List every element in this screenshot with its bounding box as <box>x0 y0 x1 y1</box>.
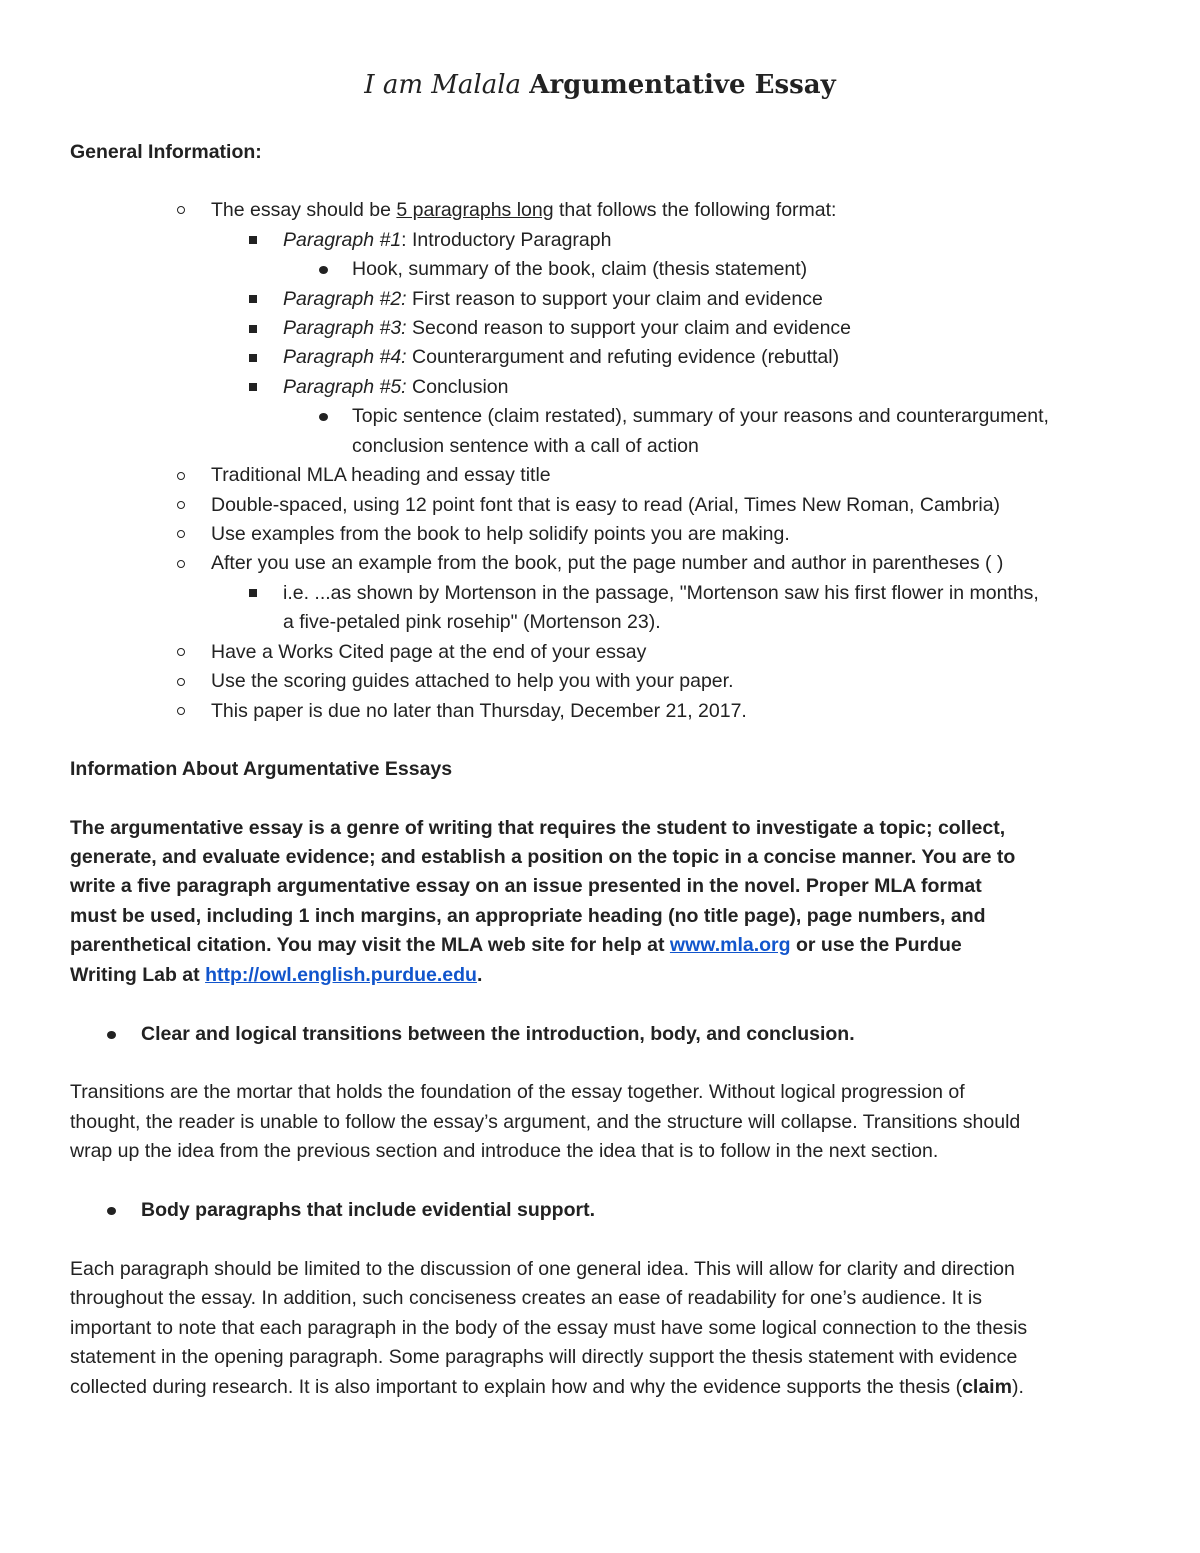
square-bullet-icon <box>249 236 257 244</box>
mla-link[interactable]: www.mla.org <box>669 934 791 956</box>
about-intro-line: The argumentative essay is a genre of writing that requires the student to investigate a topic; collect, <box>70 817 1006 839</box>
scoring-item: Use the scoring guides attached to help you with your paper. <box>211 670 734 692</box>
circle-bullet-icon <box>177 678 185 686</box>
mla-heading-item: Traditional MLA heading and essay title <box>211 464 551 486</box>
body-line: important to note that each paragraph in the body of the essay must have some logical connection to the thesis <box>70 1317 1028 1339</box>
paragraph-3-item: Paragraph #3: Second reason to support your claim and evidence <box>283 317 852 339</box>
circle-bullet-icon <box>177 560 185 568</box>
body-line: collected during research. It is also important to explain how and why the evidence supports the thesis (claim). <box>70 1376 1024 1398</box>
page-title <box>0 70 1200 100</box>
square-bullet-icon <box>249 325 257 333</box>
circle-bullet-icon <box>177 707 185 715</box>
square-bullet-icon <box>249 354 257 362</box>
paragraph-4-item: Paragraph #4: Counterargument and refuting evidence (rebuttal) <box>283 346 840 368</box>
paragraph-5-detail-line-2: conclusion sentence with a call of action <box>352 435 699 457</box>
title-suffix: Argumentative Essay <box>529 70 836 100</box>
paragraph-5-detail-line-1: Topic sentence (claim restated), summary of your reasons and counterargument, <box>352 405 1049 427</box>
disc-bullet-icon <box>319 413 328 421</box>
square-bullet-icon <box>249 589 257 597</box>
about-intro-line: parenthetical citation. You may visit the MLA web site for help at www.mla.org or use the Purdue <box>70 934 962 956</box>
paragraph-5-item: Paragraph #5: Conclusion <box>283 376 509 398</box>
body-line: throughout the essay. In addition, such conciseness creates an ease of readability for one’s audience. It is <box>70 1287 983 1309</box>
about-intro-line: Writing Lab at http://owl.english.purdue.edu. <box>70 964 483 986</box>
disc-bullet-icon <box>107 1207 116 1215</box>
circle-bullet-icon <box>177 206 185 214</box>
citation-item: After you use an example from the book, put the page number and author in parentheses ( ) <box>211 552 1004 574</box>
circle-bullet-icon <box>177 472 185 480</box>
double-spaced-item: Double-spaced, using 12 point font that is easy to read (Arial, Times New Roman, Cambria) <box>211 494 1001 516</box>
works-cited-item: Have a Works Cited page at the end of your essay <box>211 641 647 663</box>
general-info-heading: General Information: <box>70 141 262 163</box>
about-intro-line: generate, and evaluate evidence; and establish a position on the topic in a concise manner. You are to <box>70 846 1016 868</box>
paragraph-1-item: Paragraph #1: Introductory Paragraph <box>283 229 612 251</box>
purdue-owl-link[interactable]: http://owl.english.purdue.edu <box>205 964 477 986</box>
transitions-bullet: Clear and logical transitions between the introduction, body, and conclusion. <box>141 1023 855 1045</box>
about-heading: Information About Argumentative Essays <box>70 758 453 780</box>
body-paragraphs-bullet: Body paragraphs that include evidential support. <box>141 1199 595 1221</box>
about-intro-line: write a five paragraph argumentative essay on an issue presented in the novel. Proper MLA format <box>70 875 982 897</box>
square-bullet-icon <box>249 383 257 391</box>
square-bullet-icon <box>249 295 257 303</box>
circle-bullet-icon <box>177 530 185 538</box>
format-item: The essay should be 5 paragraphs long that follows the following format: <box>211 199 837 221</box>
circle-bullet-icon <box>177 648 185 656</box>
disc-bullet-icon <box>319 266 328 274</box>
citation-example-line-1: i.e. ...as shown by Mortenson in the passage, "Mortenson saw his first flower in months, <box>283 582 1039 604</box>
body-line: statement in the opening paragraph. Some paragraphs will directly support the thesis statement with evidence <box>70 1346 1018 1368</box>
citation-example-line-2: a five-petaled pink rosehip" (Mortenson 23). <box>283 611 661 633</box>
body-line: Each paragraph should be limited to the discussion of one general idea. This will allow for clarity and direction <box>70 1258 1015 1280</box>
about-intro-line: must be used, including 1 inch margins, an appropriate heading (no title page), page numbers, and <box>70 905 986 927</box>
examples-item: Use examples from the book to help solidify points you are making. <box>211 523 790 545</box>
paragraph-1-detail: Hook, summary of the book, claim (thesis statement) <box>352 258 808 280</box>
book-title: I am Malala <box>364 70 522 100</box>
due-date-item: This paper is due no later than Thursday, December 21, 2017. <box>211 700 747 722</box>
circle-bullet-icon <box>177 501 185 509</box>
transitions-line: thought, the reader is unable to follow the essay’s argument, and the structure will collapse. Transitions should <box>70 1111 1021 1133</box>
claim-term: claim <box>962 1376 1012 1398</box>
disc-bullet-icon <box>107 1031 116 1039</box>
transitions-line: wrap up the idea from the previous section and introduce the idea that is to follow in the next section. <box>70 1140 939 1162</box>
transitions-line: Transitions are the mortar that holds the foundation of the essay together. Without logical progression of <box>70 1081 965 1103</box>
paragraph-2-item: Paragraph #2: First reason to support your claim and evidence <box>283 288 823 310</box>
